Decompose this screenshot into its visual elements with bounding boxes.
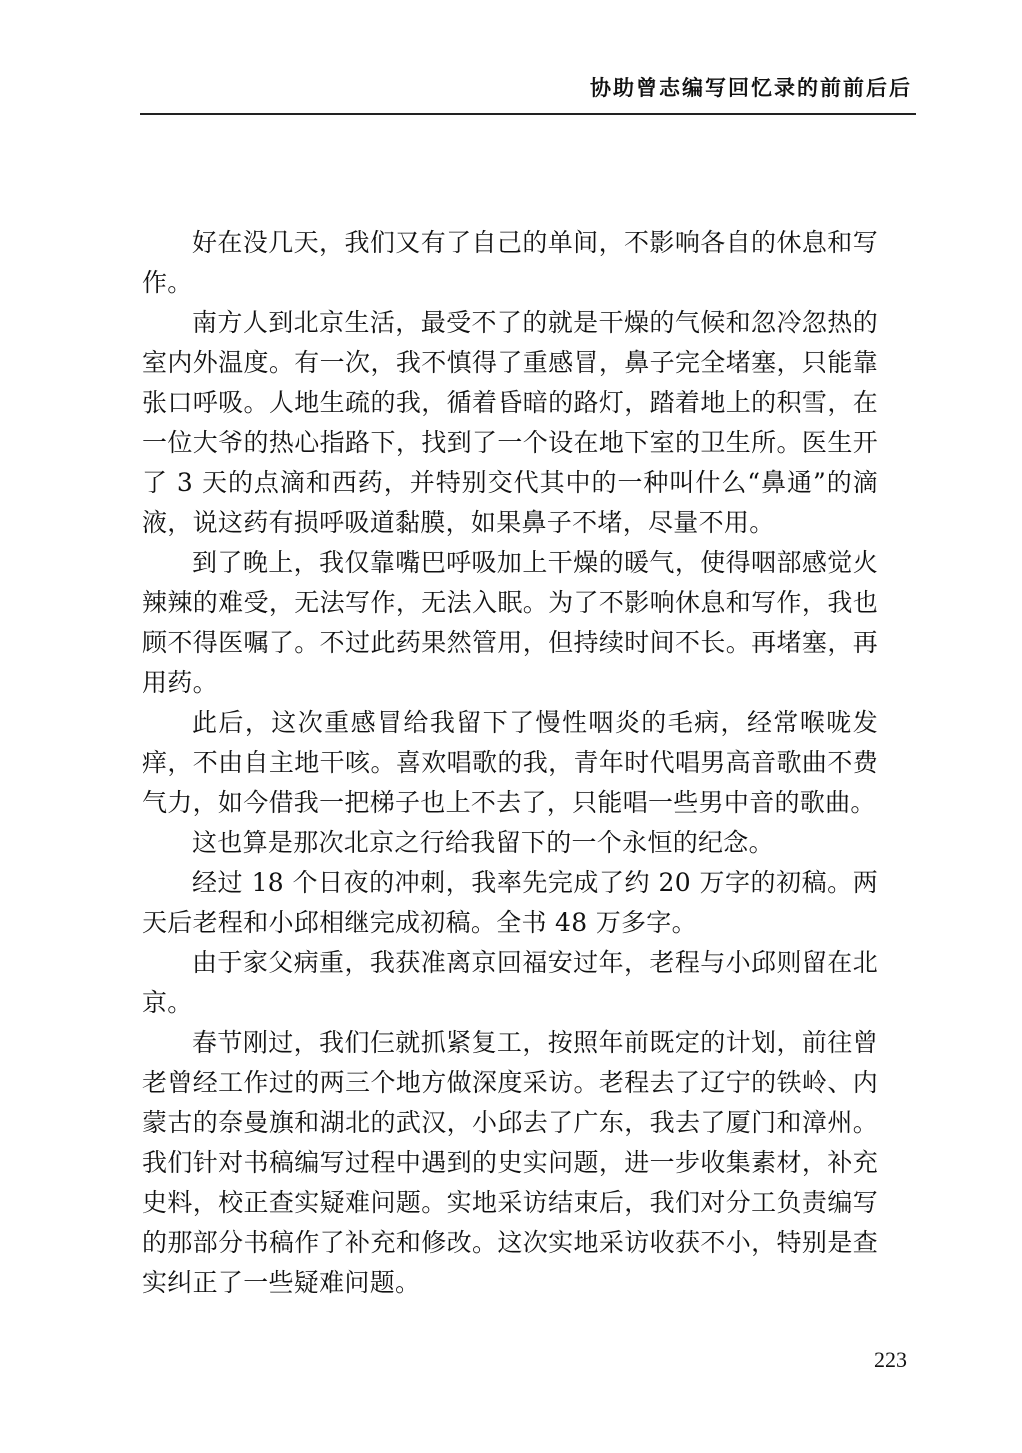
paragraph: 经过 18 个日夜的冲刺，我率先完成了约 20 万字的初稿。两天后老程和小邱相继完成初稿。全书 48 万多字。 xyxy=(142,868,878,937)
paragraph: 春节刚过，我们仨就抓紧复工，按照年前既定的计划，前往曾老曾经工作过的两三个地方做深度采访。老程去了辽宁的铁岭、内蒙古的奈曼旗和湖北的武汉，小邱去了广东，我去了厦门和漳州。我们针对书稿编写过程中遇到的史实问题，进一步收集素材，补充史料，校正查实疑难问题。实地采访结束后，我们对分工负责编写的那部分书稿作了补充和修改。这次实地采访收获不小，特别是查实纠正了一些疑难问题。 xyxy=(142,1028,878,1297)
paragraph: 到了晚上，我仅靠嘴巴呼吸加上干燥的暖气，使得咽部感觉火辣辣的难受，无法写作，无法入眠。为了不影响休息和写作，我也顾不得医嘱了。不过此药果然管用，但持续时间不长。再堵塞，再用药。 xyxy=(142,548,878,697)
running-header: 协助曾志编写回忆录的前前后后 xyxy=(590,75,912,100)
paragraph: 此后，这次重感冒给我留下了慢性咽炎的毛病，经常喉咙发痒，不由自主地干咳。喜欢唱歌的我，青年时代唱男高音歌曲不费气力，如今借我一把梯子也上不去了，只能唱一些男中音的歌曲。 xyxy=(142,708,878,817)
header-rule xyxy=(140,113,916,115)
body-text xyxy=(142,223,878,1303)
paragraph: 由于家父病重，我获准离京回福安过年，老程与小邱则留在北京。 xyxy=(142,948,878,1017)
paragraph: 南方人到北京生活，最受不了的就是干燥的气候和忽冷忽热的室内外温度。有一次，我不慎得了重感冒，鼻子完全堵塞，只能靠张口呼吸。人地生疏的我，循着昏暗的路灯，踏着地上的积雪，在一位大爷的热心指路下，找到了一个设在地下室的卫生所。医生开了 3 天的点滴和西药，并特别交代其中的一种叫什么“鼻通”的滴液，说这药有损呼吸道黏膜，如果鼻子不堵，尽量不用。 xyxy=(142,308,878,537)
page-number: 223 xyxy=(874,1347,907,1372)
paragraph: 好在没几天，我们又有了自己的单间，不影响各自的休息和写作。 xyxy=(142,228,878,297)
paragraph: 这也算是那次北京之行给我留下的一个永恒的纪念。 xyxy=(192,828,774,857)
